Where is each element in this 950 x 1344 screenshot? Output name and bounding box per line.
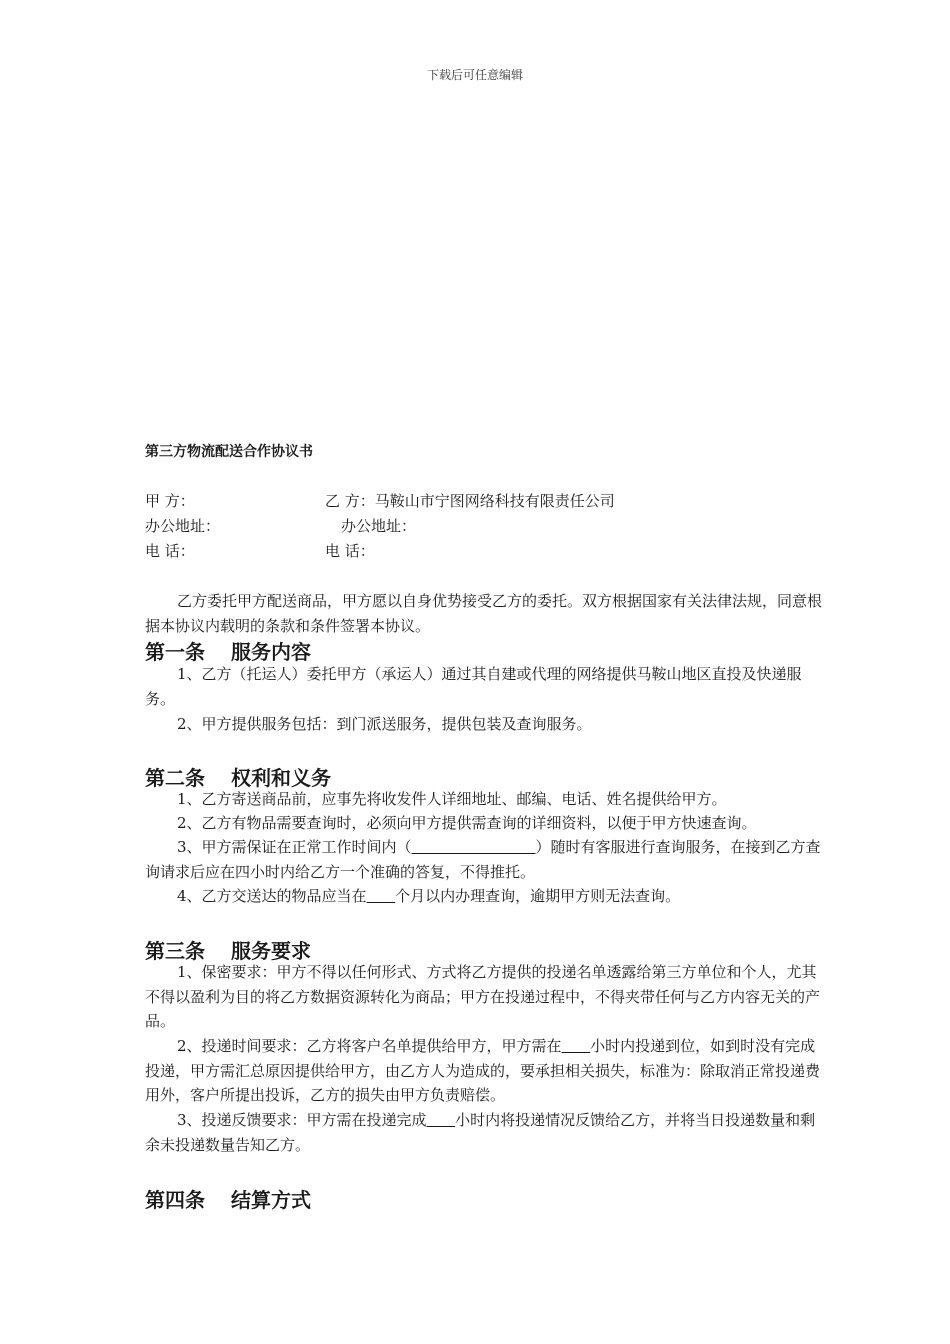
party-b-label: 乙 方：马鞍山市宁图网络科技有限责任公司 xyxy=(325,492,615,510)
article-4-number: 第四条 xyxy=(145,1188,205,1212)
article-3-number: 第三条 xyxy=(145,939,205,963)
article-2-item-2: 2、乙方有物品需要查询时，必须向甲方提供需查询的详细资料，以便于甲方快速查询。 xyxy=(177,814,757,832)
months-blank xyxy=(367,887,396,905)
article-3-item-3-text-a: 3、投递反馈要求：甲方需在投递完成 xyxy=(177,1111,427,1129)
article-3-item-2-text-a: 2、投递时间要求：乙方将客户名单提供给甲方，甲方需在 xyxy=(177,1037,562,1055)
article-1-number: 第一条 xyxy=(145,640,205,664)
feedback-hours-blank xyxy=(427,1111,456,1129)
article-3-item-2-text-b: 小时内投递到位，如到时没有完成投递，甲方需汇总原因提供给甲方，由乙方人为造成的，要承担相关损失，标准为：除取消正常投递费用外，客户所提出投诉，乙方的损失由甲方负责赔偿。 xyxy=(145,1037,821,1104)
hours-blank xyxy=(562,1037,591,1055)
article-2-item-3-text-a: 3、甲方需保证在正常工作时间内（ xyxy=(177,838,412,856)
party-a-label: 甲 方： xyxy=(145,492,195,510)
article-2-item-3-text-b: ）随时有客服进行查询服务，在接到乙方查询请求后应在四小时内给乙方一个准确的答复，不得推托。 xyxy=(145,838,821,881)
party-a-phone: 电 话： xyxy=(145,542,195,560)
article-4-heading xyxy=(145,1184,311,1213)
article-2-item-4 xyxy=(145,884,825,909)
article-3-item-3 xyxy=(145,1108,825,1157)
article-2-item-4-text-a: 4、乙方交送达的物品应当在 xyxy=(177,887,367,905)
time-range-blank xyxy=(412,838,536,856)
party-a-address: 办公地址： xyxy=(145,517,221,535)
article-2-number: 第二条 xyxy=(145,766,205,790)
article-2-item-3 xyxy=(145,835,825,884)
article-3-item-3-text-b: 小时内将投递情况反馈给乙方，并将当日投递数量和剩余未投递数量告知乙方。 xyxy=(145,1111,816,1154)
article-2-title: 权利和义务 xyxy=(231,766,331,790)
header-note: 下载后可任意编辑 xyxy=(426,68,523,82)
document-title: 第三方物流配送合作协议书 xyxy=(145,444,313,460)
article-3-item-1: 1、保密要求：甲方不得以任何形式、方式将乙方提供的投递名单透露给第三方单位和个人，尤其不得以盈利为目的将乙方数据资源转化为商品；甲方在投递过程中，不得夹带任何与乙方内容无关的产品。 xyxy=(145,963,821,1030)
party-b-phone: 电 话： xyxy=(325,542,375,560)
article-2-item-4-text-b: 个月以内办理查询，逾期甲方则无法查询。 xyxy=(395,887,681,905)
article-3-title: 服务要求 xyxy=(231,939,311,963)
intro-paragraph: 乙方委托甲方配送商品，甲方愿以自身优势接受乙方的委托。双方根据国家有关法律法规，同意根据本协议内载明的条款和条件签署本协议。 xyxy=(145,592,823,635)
article-3-item-2 xyxy=(145,1034,825,1108)
article-1-item-2: 2、甲方提供服务包括：到门派送服务，提供包装及查询服务。 xyxy=(177,715,592,733)
party-b-address: 办公地址： xyxy=(341,517,417,535)
article-1-title: 服务内容 xyxy=(231,640,311,664)
article-1-item-1: 1、乙方（托运人）委托甲方（承运人）通过其自建或代理的网络提供马鞍山地区直投及快递服务。 xyxy=(145,665,802,708)
article-1-heading xyxy=(145,636,311,665)
article-4-title: 结算方式 xyxy=(231,1188,311,1212)
article-2-item-1: 1、乙方寄送商品前，应事先将收发件人详细地址、邮编、电话、姓名提供给甲方。 xyxy=(177,790,727,808)
